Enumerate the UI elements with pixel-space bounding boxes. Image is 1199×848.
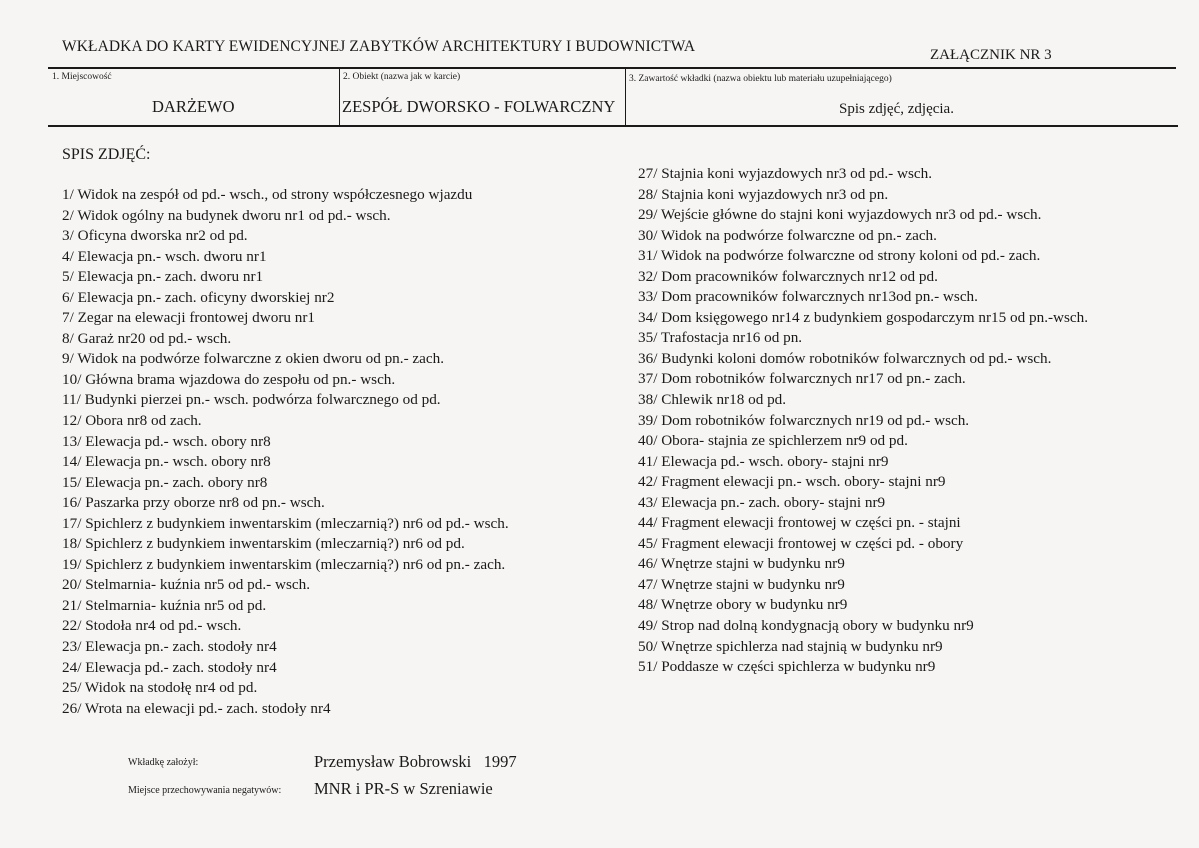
photo-list-item: 13/ Elewacja pd.- wsch. obory nr8 [62, 432, 271, 450]
photo-list-item: 12/ Obora nr8 od zach. [62, 412, 202, 430]
photo-list-item: 45/ Fragment elewacji frontowej w części pd. - obory [638, 534, 964, 552]
photo-list-item: 1/ Widok na zespół od pd.- wsch., od strony współczesnego wjazdu [62, 186, 473, 203]
photo-list-item: 19/ Spichlerz z budynkiem inwentarskim (mleczarnią?) nr6 od pn.- zach. [62, 555, 506, 573]
photo-list-item: 11/ Budynki pierzei pn.- wsch. podwórza folwarcznego od pd. [62, 391, 441, 409]
photo-list-item: 7/ Zegar na elewacji frontowej dworu nr1 [62, 309, 316, 327]
photo-list-item: 10/ Główna brama wjazdowa do zespołu od pn.- wsch. [62, 370, 396, 388]
form-title: WKŁADKA DO KARTY EWIDENCYJNEJ ZABYTKÓW ARCHITEKTURY I BUDOWNICTWA [62, 38, 696, 55]
photo-list-item: 38/ Chlewik nr18 od pd. [638, 391, 787, 409]
photo-list-item: 34/ Dom księgowego nr14 z budynkiem gospodarczym nr15 od pn.-wsch. [638, 308, 1089, 326]
object-label: 2. Obiekt (nazwa jak w karcie) [343, 72, 461, 82]
photo-list-item: 43/ Elewacja pn.- zach. obory- stajni nr9 [638, 493, 886, 511]
photo-list-item: 29/ Wejście główne do stajni koni wyjazdowych nr3 od pd.- wsch. [638, 206, 1042, 224]
table-top-rule [48, 67, 1176, 69]
photo-list-item: 18/ Spichlerz z budynkiem inwentarskim (mleczarnią?) nr6 od pd. [62, 535, 465, 553]
photo-list-item: 15/ Elewacja pn.- zach. obory nr8 [62, 473, 268, 491]
table-divider-2 [625, 67, 626, 127]
photo-list-item: 47/ Wnętrze stajni w budynku nr9 [638, 575, 845, 593]
photo-list-item: 44/ Fragment elewacji frontowej w części pn. - stajni [638, 514, 961, 532]
photo-list-item: 36/ Budynki koloni domów robotników folwarcznych od pd.- wsch. [638, 349, 1052, 367]
photo-list-item: 49/ Strop nad dolną kondygnacją obory w budynku nr9 [638, 617, 974, 635]
photo-list-item: 41/ Elewacja pd.- wsch. obory- stajni nr9 [638, 452, 889, 470]
photo-list-item: 28/ Stajnia koni wyjazdowych nr3 od pn. [638, 185, 889, 203]
photo-list-item: 33/ Dom pracowników folwarcznych nr13od pn.- wsch. [638, 288, 978, 306]
photo-list-item: 20/ Stelmarnia- kuźnia nr5 od pd.- wsch. [62, 576, 311, 594]
photo-list-item: 23/ Elewacja pn.- zach. stodoły nr4 [62, 638, 277, 656]
photo-list-item: 40/ Obora- stajnia ze spichlerzem nr9 od pd. [638, 432, 908, 450]
contents-value: Spis zdjęć, zdjęcia. [839, 101, 954, 117]
photo-list-item: 37/ Dom robotników folwarcznych nr17 od pn.- zach. [638, 370, 966, 388]
photo-list-right [638, 164, 1088, 678]
photo-list-item: 6/ Elewacja pn.- zach. oficyny dworskiej nr2 [62, 288, 335, 306]
photo-list-item: 21/ Stelmarnia- kuźnia nr5 od pd. [62, 596, 267, 614]
photo-list-item: 42/ Fragment elewacji pn.- wsch. obory- stajni nr9 [638, 473, 946, 491]
photo-list-item: 25/ Widok na stodołę nr4 od pd. [62, 679, 258, 697]
photo-list-item: 17/ Spichlerz z budynkiem inwentarskim (mleczarnią?) nr6 od pd.- wsch. [62, 514, 509, 532]
photo-list-item: 50/ Wnętrze spichlerza nad stajnią w budynku nr9 [638, 637, 943, 655]
storage-label: Miejsce przechowywania negatywów: [128, 785, 282, 796]
photo-list-item: 27/ Stajnia koni wyjazdowych nr3 od pd.- wsch. [638, 165, 932, 182]
photo-list-item: 14/ Elewacja pn.- wsch. obory nr8 [62, 453, 271, 471]
photo-list-item: 39/ Dom robotników folwarcznych nr19 od pd.- wsch. [638, 411, 970, 429]
locality-value: DARŻEWO [152, 97, 235, 116]
photo-list-item: 24/ Elewacja pd.- zach. stodoły nr4 [62, 658, 277, 676]
photo-list-item: 4/ Elewacja pn.- wsch. dworu nr1 [62, 247, 267, 265]
table-divider-1 [339, 67, 340, 127]
storage-value: MNR i PR-S w Szreniawie [314, 779, 493, 798]
photo-list-item: 2/ Widok ogólny na budynek dworu nr1 od pd.- wsch. [62, 206, 391, 224]
photo-list-item: 35/ Trafostacja nr16 od pn. [638, 329, 803, 347]
object-value: ZESPÓŁ DWORSKO - FOLWARCZNY [342, 97, 616, 116]
photo-list-item: 26/ Wrota na elewacji pd.- zach. stodoły nr4 [62, 699, 331, 717]
photo-list-item: 31/ Widok na podwórze folwarczne od strony koloni od pd.- zach. [638, 247, 1041, 265]
photo-list-item: 3/ Oficyna dworska nr2 od pd. [62, 227, 248, 245]
photo-list-item: 46/ Wnętrze stajni w budynku nr9 [638, 555, 845, 573]
author-value: Przemysław Bobrowski 1997 [314, 752, 517, 771]
photo-list-item: 8/ Garaż nr20 od pd.- wsch. [62, 329, 232, 347]
photo-list-item: 5/ Elewacja pn.- zach. dworu nr1 [62, 268, 264, 286]
photo-list-item: 30/ Widok na podwórze folwarczne od pn.- zach. [638, 226, 937, 244]
photo-list-left [62, 185, 509, 719]
photo-list-item: 32/ Dom pracowników folwarcznych nr12 od pd. [638, 267, 938, 285]
author-label: Wkładkę założył: [128, 757, 199, 768]
table-bottom-rule [48, 125, 1178, 127]
photo-list-item: 51/ Poddasze w części spichlerza w budynku nr9 [638, 658, 936, 676]
photo-list-item: 9/ Widok na podwórze folwarczne z okien dworu od pn.- zach. [62, 350, 445, 368]
locality-label: 1. Miejscowość [52, 72, 112, 82]
photo-list-item: 16/ Paszarka przy oborze nr8 od pn.- wsch. [62, 494, 325, 512]
list-heading: SPIS ZDJĘĆ: [62, 146, 151, 163]
photo-list-item: 48/ Wnętrze obory w budynku nr9 [638, 596, 848, 614]
annex-number: ZAŁĄCZNIK NR 3 [930, 47, 1052, 63]
contents-label: 3. Zawartość wkładki (nazwa obiektu lub materiału uzupełniającego) [629, 74, 892, 84]
photo-list-item: 22/ Stodoła nr4 od pd.- wsch. [62, 617, 242, 635]
